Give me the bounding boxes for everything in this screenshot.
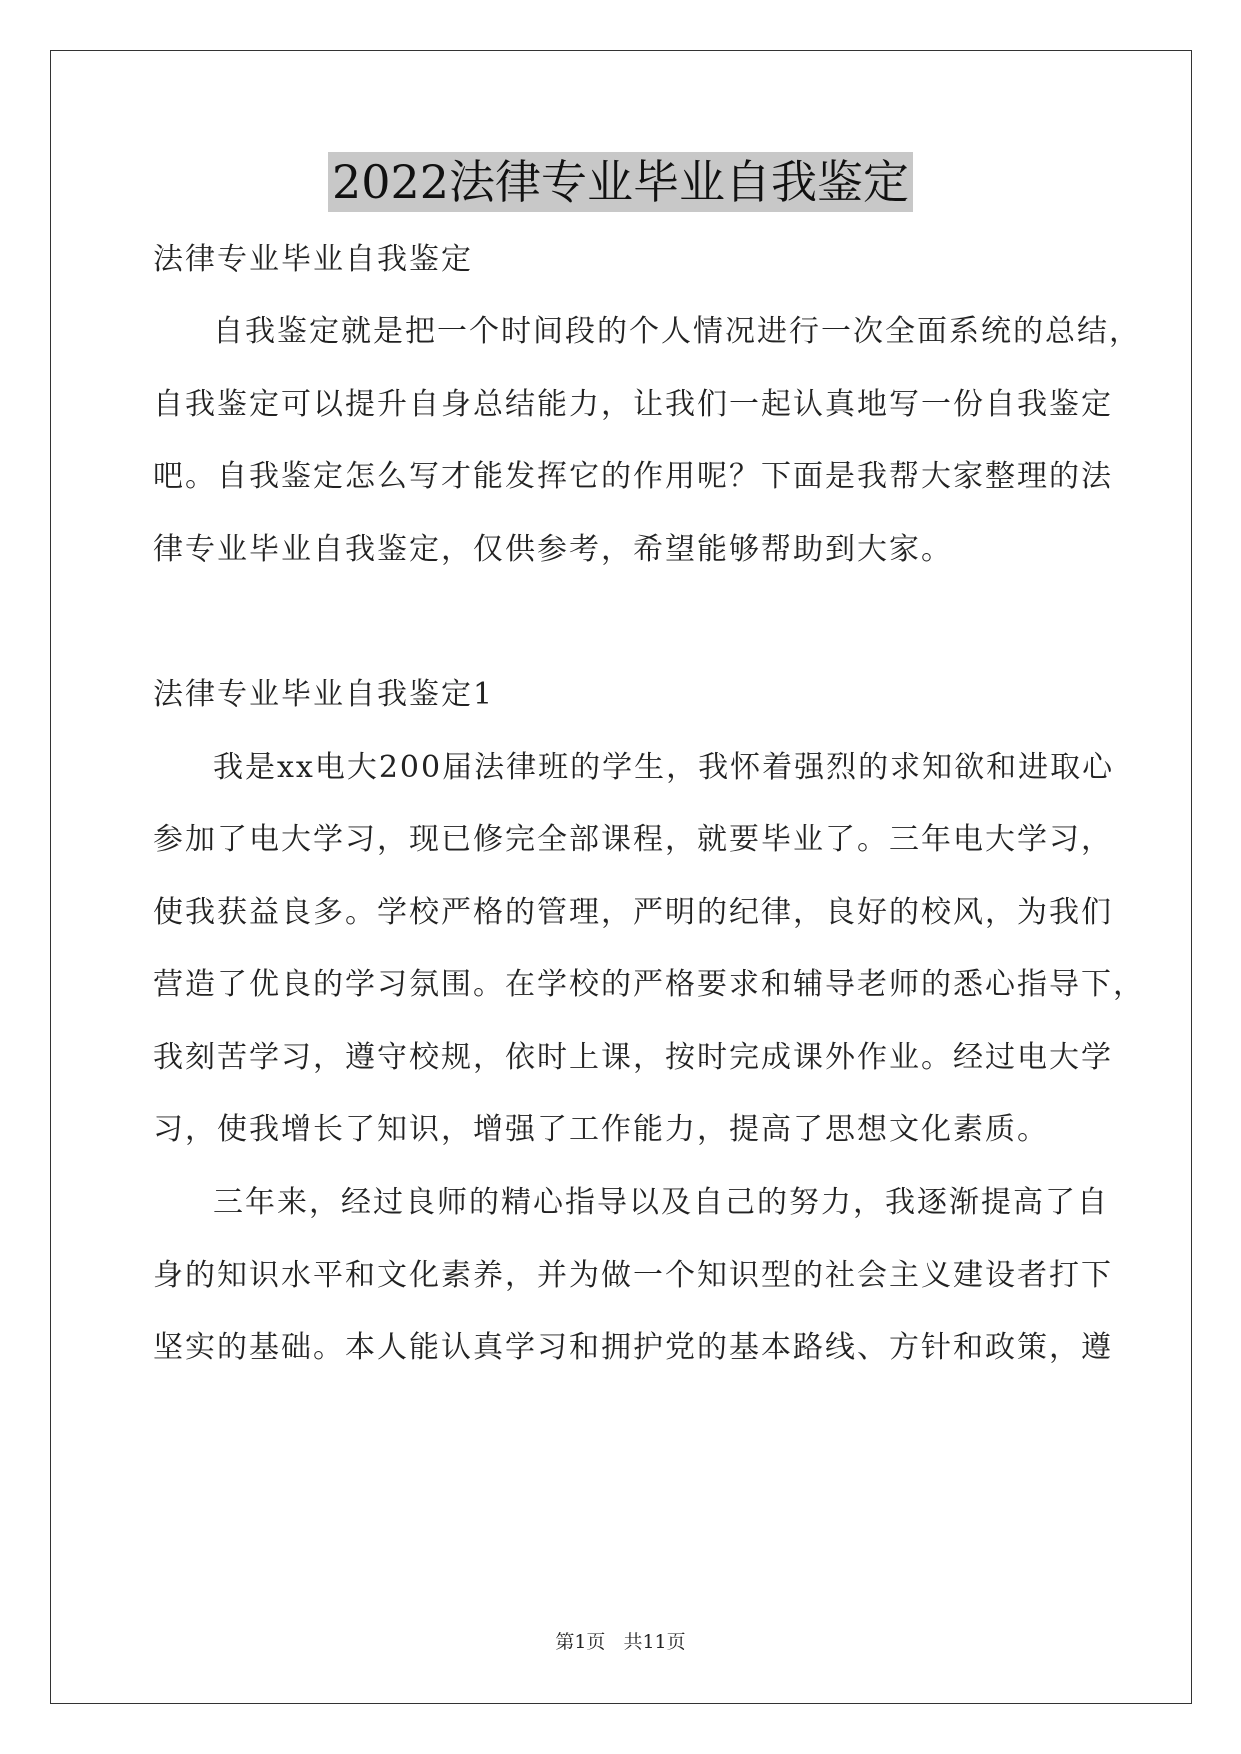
para1-line-6: 习，使我增长了知识，增强了工作能力，提高了思想文化素质。 (153, 1112, 1049, 1147)
section-heading-1: 法律专业毕业自我鉴定1 (153, 677, 495, 712)
page-footer (0, 1630, 1241, 1654)
page-number: 第1页 (555, 1631, 606, 1653)
para2-line-2: 身的知识水平和文化素养，并为做一个知识型的社会主义建设者打下 (153, 1258, 1113, 1293)
intro-line-2: 自我鉴定可以提升自身总结能力，让我们一起认真地写一份自我鉴定 (153, 387, 1113, 422)
para1-line-2: 参加了电大学习，现已修完全部课程，就要毕业了。三年电大学习， (153, 822, 1113, 857)
intro-line-1: 自我鉴定就是把一个时间段的个人情况进行一次全面系统的总结， (213, 314, 1141, 349)
para1-line-5: 我刻苦学习，遵守校规，依时上课，按时完成课外作业。经过电大学 (153, 1040, 1113, 1075)
para1-line-1: 我是xx电大200届法律班的学生，我怀着强烈的求知欲和进取心 (213, 750, 1115, 785)
para1-line-3: 使我获益良多。学校严格的管理，严明的纪律，良好的校风，为我们 (153, 895, 1113, 930)
page-border (50, 50, 1192, 1704)
subtitle: 法律专业毕业自我鉴定 (153, 242, 473, 277)
para2-line-3: 坚实的基础。本人能认真学习和拥护党的基本路线、方针和政策，遵 (153, 1330, 1113, 1365)
para2-line-1: 三年来，经过良师的精心指导以及自己的努力，我逐渐提高了自 (213, 1185, 1109, 1220)
para1-line-4: 营造了优良的学习氛围。在学校的严格要求和辅导老师的悉心指导下， (153, 967, 1145, 1002)
page-total: 共11页 (623, 1631, 686, 1653)
document-title: 2022法律专业毕业自我鉴定 (328, 152, 913, 212)
intro-line-4: 律专业毕业自我鉴定，仅供参考，希望能够帮助到大家。 (153, 532, 953, 567)
title-container (0, 152, 1241, 212)
intro-line-3: 吧。自我鉴定怎么写才能发挥它的作用呢？下面是我帮大家整理的法 (153, 459, 1113, 494)
